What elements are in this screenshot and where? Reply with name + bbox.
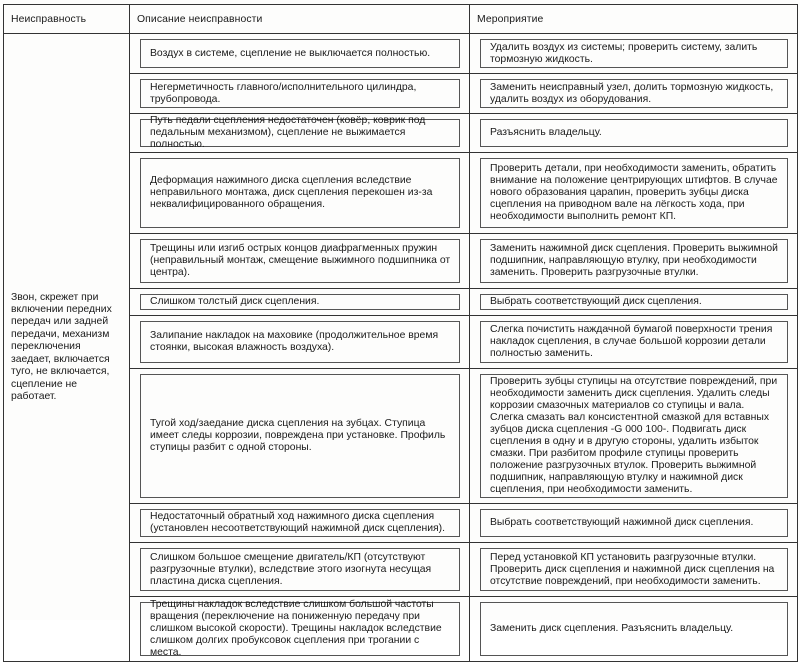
description-cell <box>130 34 470 74</box>
action-text: Удалить воздух из системы; проверить систему, залить тормозную жидкость. <box>490 41 758 65</box>
action-cell <box>470 504 798 543</box>
action-cell <box>470 369 798 504</box>
action-text: Выбрать соответствующий нажимной диск сцепления. <box>490 517 754 528</box>
header-fault: Неисправность <box>4 5 130 34</box>
description-text: Слишком большое смещение двигатель/КП (отсутствуют разгрузочные втулки), вследствие этого изогнута несущая пластина диска сцепления. <box>150 551 432 587</box>
description-text: Трещины или изгиб острых концов диафрагменных пружин (неправильный монтаж, смещение выжимного подшипника от центра). <box>150 243 451 278</box>
action-cell <box>470 74 798 114</box>
description-cell <box>130 369 470 504</box>
description-text: Залипание накладок на маховике (продолжительное время стоянки, высокая влажность воздуха). <box>150 330 439 353</box>
action-text: Выбрать соответствующий диск сцепления. <box>490 296 702 307</box>
symptom-cell: Звон, скрежет при включении передних передач или задней передачи, механизм переключения заедает, включается туго, не включается, сцепление не работает. <box>4 34 130 662</box>
table-row <box>4 34 798 74</box>
header-row <box>4 5 798 34</box>
action-cell <box>470 234 798 289</box>
description-text: Тугой ход/заедание диска сцепления на зубцах. Ступица имеет следы коррозии, повреждена при установке. Профиль ступицы разбит с одной стороны. <box>150 418 446 453</box>
description-text: Недостаточный обратный ход нажимного диска сцепления (установлен несоответствующий нажимной диск сцепления). <box>150 511 446 534</box>
description-cell <box>130 114 470 153</box>
action-text: Заменить нажимной диск сцепления. Проверить выжимной подшипник, направляющую втулку, при необходимости заменить. Проверить разгрузочные втулки. <box>490 243 778 278</box>
header-action: Мероприятие <box>470 5 798 34</box>
description-cell <box>130 289 470 316</box>
description-cell <box>130 316 470 369</box>
description-cell <box>130 597 470 662</box>
description-text: Деформация нажимного диска сцепления вследствие неправильного монтажа, диск сцепления перекошен из-за неквалифицированного обращения. <box>150 175 433 210</box>
fault-table <box>3 4 798 662</box>
description-text: Воздух в системе, сцепление не выключается полностью. <box>150 47 431 59</box>
description-cell <box>130 74 470 114</box>
description-text: Путь педали сцепления недостаточен (ковёр, коврик под педальным механизмом), сцепление не выжимается полностью. <box>150 115 426 150</box>
description-text: Негерметичность главного/исполнительного цилиндра, трубопровода. <box>150 81 417 105</box>
action-text: Заменить неисправный узел, долить тормозную жидкость, удалить воздух из оборудования. <box>490 81 774 105</box>
description-cell <box>130 543 470 597</box>
description-cell <box>130 504 470 543</box>
description-text: Слишком толстый диск сцепления. <box>150 296 320 307</box>
action-text: Проверить зубцы ступицы на отсутствие повреждений, при необходимости заменить диск сцепления. Удалить следы коррозии смазочных материалов со ступицы и вала. Слегка смазать вал консистентной смазкой для вставных зубцов диска сцепления -G 000 100-. Подвигать диск сцепления в одну и в другую стороны, удалить избыток смазки. При разбитом профиле ступицы проверить положение разгрузочных втулок. Проверить выжимной подшипник, направляющую втулку и нажимной диск сцепления, при необходимости заменить. <box>490 376 778 495</box>
action-text: Слегка почистить наждачной бумагой поверхности трения накладок сцепления, в случае большой коррозии детали полностью заменить. <box>490 324 773 359</box>
action-text: Проверить детали, при необходимости заменить, обратить внимание на положение центрирующих штифтов. В случае нового образования царапин, проверить зубцы диска сцепления на приводном вале на лёгкость хода, при необходимости выполнить ремонт КП. <box>490 163 778 222</box>
action-cell <box>470 289 798 316</box>
header-description: Описание неисправности <box>130 5 470 34</box>
action-cell <box>470 316 798 369</box>
action-cell <box>470 34 798 74</box>
action-cell <box>470 114 798 153</box>
description-cell <box>130 234 470 289</box>
description-cell <box>130 153 470 234</box>
action-text: Перед установкой КП установить разгрузочные втулки. Проверить диск сцепления и нажимной диск сцепления на отсутствие повреждений, при необходимости заменить. <box>490 551 775 587</box>
action-cell <box>470 543 798 597</box>
action-text: Разъяснить владельцу. <box>490 127 602 138</box>
action-cell <box>470 597 798 662</box>
action-text: Заменить диск сцепления. Разъяснить владельцу. <box>490 623 734 634</box>
action-cell <box>470 153 798 234</box>
description-text: Трещины накладок вследствие слишком большой частоты вращения (переключение на пониженную передачу при слишком высокой скорости). Трещины накладок вследствие слишком долгих пробуксовок сцепления при трогании с места. <box>150 599 442 658</box>
